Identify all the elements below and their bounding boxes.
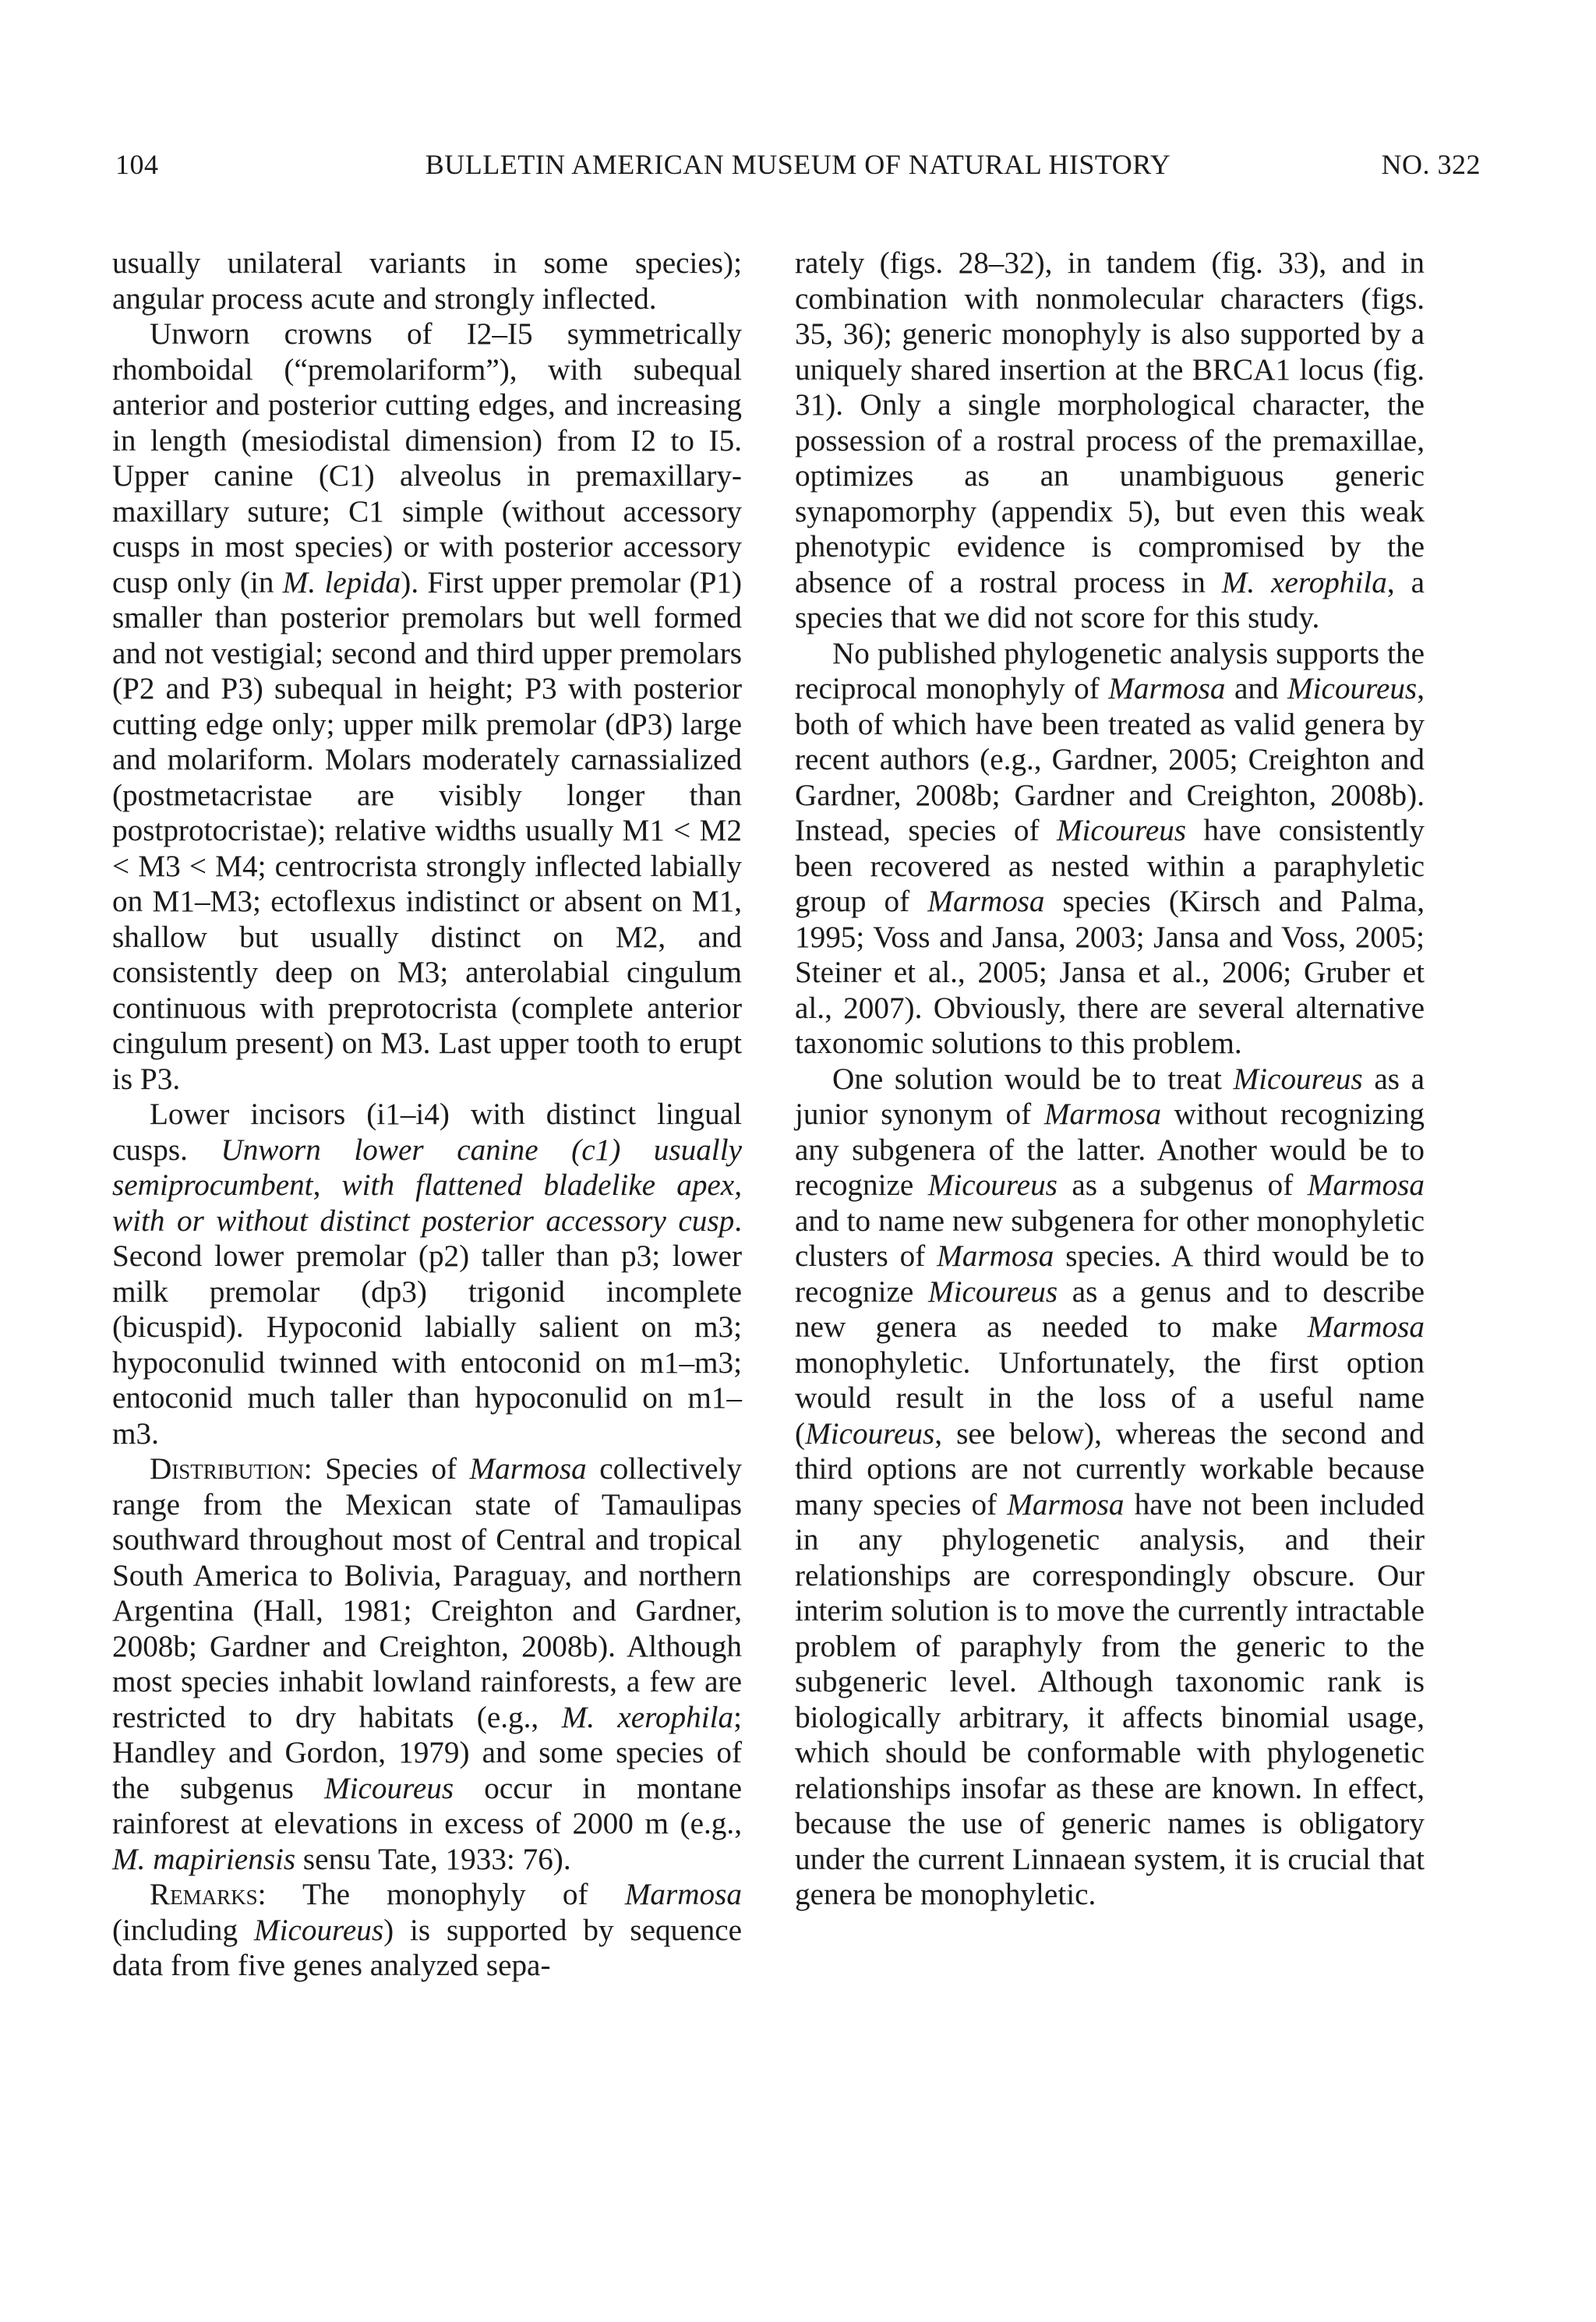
right-column	[795, 246, 1425, 1913]
paragraph-phylogenetic-analysis: No published phylogenetic analysis supports the reciprocal monophyly of Marmosa and Micoureus, both of which have been treated as valid genera by recent authors (e.g., Gardner, 2005; Creighton and Gardner, 2008b; Gardner and Creighton, 2008b). Instead, species of Micoureus have consistently been recovered as nested within a paraphyletic group of Marmosa species (Kirsch and Palma, 1995; Voss and Jansa, 2003; Jansa and Voss, 2005; Steiner et al., 2005; Jansa et al., 2006; Gruber et al., 2007). Obviously, there are several alternative taxonomic solutions to this problem.	[795, 636, 1425, 1060]
paragraph-taxonomic-solutions: One solution would be to treat Micoureus as a junior synonym of Marmosa without recognizing any subgenera of the latter. Another would be to recognize Micoureus as a subgenus of Marmosa and to name new subgenera for other monophyletic clusters of Marmosa species. A third would be to recognize Micoureus as a genus and to describe new genera as needed to make Marmosa monophyletic. Unfortunately, the first option would result in the loss of a useful name (Micoureus, see below), whereas the second and third options are not currently workable because many species of Marmosa have not been included in any phylogenetic analysis, and their relationships are correspondingly obscure. Our interim solution is to move the currently intractable problem of paraphyly from the generic to the subgeneric level. Although taxonomic rank is biologically arbitrary, it affects binomial usage, which should be conformable with phylogenetic relationships insofar as these are known. In effect, because the use of generic names is obligatory under the current Linnaean system, it is crucial that genera be monophyletic.	[795, 1062, 1425, 1911]
page-number: 104	[115, 149, 159, 180]
issue-number: NO. 322	[1381, 149, 1481, 180]
paragraph-remarks-continued: rately (figs. 28–32), in tandem (fig. 33), and in combination with nonmolecular characters (figs. 35, 36); generic monophyly is also supported by a uniquely shared insertion at the BRCA1 locus (fig. 31). Only a single morphological character, the possession of a rostral process of the premaxillae, optimizes as an unambiguous generic synapomorphy (appendix 5), but even this weak phenotypic evidence is compromised by the absence of a rostral process in M. xerophila, a species that we did not score for this study.	[795, 246, 1425, 634]
paragraph-lower-dentition: Lower incisors (i1–i4) with distinct lingual cusps. Unworn lower canine (c1) usually semiprocumbent, with flattened bladelike apex, with or without distinct posterior accessory cusp. Second lower premolar (p2) taller than p3; lower milk premolar (dp3) trigonid incomplete (bicuspid). Hypoconid labially salient on m3; hypoconulid twinned with entoconid on m1–m3; entoconid much taller than hypoconulid on m1–m3.	[112, 1097, 742, 1451]
paragraph-upper-dentition: Unworn crowns of I2–I5 symmetrically rhomboidal (“premolariform”), with subequal anterior and posterior cutting edges, and increasing in length (mesiodistal dimension) from I2 to I5. Upper canine (C1) alveolus in premaxillary-maxillary suture; C1 simple (without accessory cusps in most species) or with posterior accessory cusp only (in M. lepida). First upper premolar (P1) smaller than posterior premolars but well formed and not vestigial; second and third upper premolars (P2 and P3) subequal in height; P3 with posterior cutting edge only; upper milk premolar (dP3) large and molariform. Molars moderately carnassialized (postmetacristae are visibly longer than postprotocristae); relative widths usually M1 < M2 < M3 < M4; centrocrista strongly inflected labially on M1–M3; ectoflexus indistinct or absent on M1, shallow but usually distinct on M2, and consistently deep on M3; anterolabial cingulum continuous with preprotocrista (complete anterior cingulum present) on M3. Last upper tooth to erupt is P3.	[112, 317, 743, 1096]
paragraph-remarks: Remarks: The monophyly of Marmosa (including Micoureus) is supported by sequence data from five genes analyzed sepa-	[112, 1878, 742, 1982]
left-column	[112, 246, 742, 1984]
running-header	[115, 145, 1481, 184]
section-heading-distribution: Distribution	[150, 1452, 304, 1486]
section-heading-remarks: Remarks	[150, 1878, 258, 1911]
journal-title: BULLETIN AMERICAN MUSEUM OF NATURAL HISTORY	[425, 149, 1171, 180]
paragraph-skull-continued: usually unilateral variants in some species); angular process acute and strongly inflected.	[112, 246, 742, 316]
paragraph-distribution: Distribution: Species of Marmosa collectively range from the Mexican state of Tamaulipas southward throughout most of Central and tropical South America to Bolivia, Paraguay, and northern Argentina (Hall, 1981; Creighton and Gardner, 2008b; Gardner and Creighton, 2008b). Although most species inhabit lowland rainforests, a few are restricted to dry habitats (e.g., M. xerophila; Handley and Gordon, 1979) and some species of the subgenus Micoureus occur in montane rainforest at elevations in excess of 2000 m (e.g., M. mapiriensis sensu Tate, 1933: 76).	[112, 1452, 742, 1876]
